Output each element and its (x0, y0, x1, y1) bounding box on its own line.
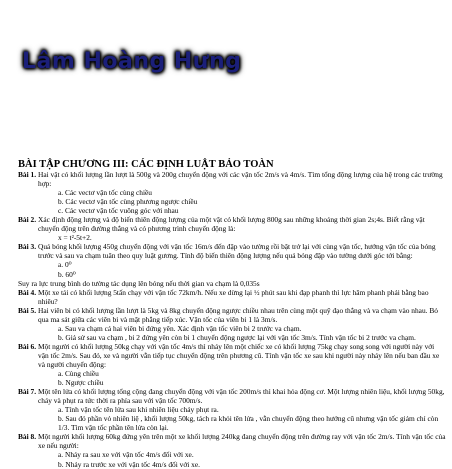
exercise-list (6, 170, 446, 469)
exercise-text: Một xe tải có khối lượng 5tấn chạy với vận tốc 72km/h. Nếu xe dừng lại ½ phút sau khi đạp phanh thì lực hãm phanh phải bằng bao nhiêu? (38, 287, 429, 306)
exercise-label: Bài 2. (18, 215, 37, 225)
exercise-subitem: a. Tính vận tốc tên lửa sau khi nhiên liệu cháy phụt ra. (58, 405, 219, 415)
author-banner (22, 40, 292, 82)
exercise-3 (6, 242, 446, 278)
exercise-subitem: b. Sau đó phần vỏ nhiên liệ , khối lượng 50kg, tách ra khỏi tên lửa , vẫn chuyển động theo hướng cũ nhưng vận tốc giảm chỉ còn 1/3. Tìm vận tốc phần tên lửa còn lại. (58, 414, 439, 433)
exercise-text: Một người khối lượng 60kg đứng yên trên một xe khối lượng 240kg đang chuyển động trên đường ray với vận tốc 2m/s. Tính vận tốc của xe nếu người: (38, 432, 446, 451)
exercise-label: Bài 4. (18, 287, 37, 297)
exercise-6 (6, 306, 446, 342)
exercise-text: Hai viên bi có khối lượng lần lượt là 5kg và 8kg chuyển động ngược chiều nhau trên cùng một quỹ đạo thẳng và va chạm vào nhau. Bỏ qua ma sát giữa các viên bi và mặt phẳng tiếp xúc. Vận tốc của viên bi 1 là 3m/s. (38, 305, 438, 324)
exercise-subitem: a. Nhảy ra sau xe với vận tốc 4m/s đối với xe. (58, 450, 194, 460)
exercise-subitem: x = t²-5t+2. (58, 233, 92, 243)
exercise-subitem: b. Nhảy ra trước xe với vận tốc 4m/s đối với xe. (58, 459, 200, 469)
exercise-label: Bài 5. (18, 305, 37, 315)
exercise-label: Bài 8. (18, 432, 37, 442)
chapter-title: BÀI TẬP CHƯƠNG III: CÁC ĐỊNH LUẬT BẢO TOÀN (18, 159, 274, 170)
exercise-text: Hai vật có khối lượng lần lượt là 500g và 200g chuyển động với các vận tốc 2m/s và 4m/s. Tìm tổng động lượng của hệ trong các trường hợp: (38, 170, 443, 189)
exercise-note: Suy ra lực trung bình do tường tác dụng lên bóng nếu thời gian va chạm là 0,035s (18, 278, 260, 288)
exercise-text: Xác định động lượng và độ biến thiên động lượng của một vật có khối lượng 800g sau những khoảng thời gian 2s;4s. Biết rằng vật chuyển động trên đường thẳng và có phương trình chuyển động là: (38, 215, 425, 234)
exercise-5 (6, 288, 446, 306)
exercise-1 (6, 170, 446, 215)
exercise-label: Bài 6. (18, 341, 37, 351)
exercise-subitem: a. 0⁰ (58, 260, 72, 270)
exercise-9 (6, 432, 446, 468)
exercise-7 (6, 342, 446, 387)
exercise-2 (6, 215, 446, 242)
exercise-8 (6, 387, 446, 432)
exercise-text: Quả bóng khối lượng 450g chuyển động với vận tốc 16m/s đến đập vào tường rồi bật trở lại với cùng vận tốc, hướng vận tốc của bóng trước và sau va chạm tuân theo quy luật gương. Tính độ biến thiên động lượng nếu quả bóng đập vào tường dưới góc tới bằng: (38, 242, 436, 261)
exercise-subitem: b. 60⁰ (58, 269, 76, 279)
exercise-text: Một người có khối lượng 50kg chạy với vận tốc 4m/s thì nhảy lên một chiếc xe có khối lượng 75kg chạy song song với người này với vận tốc 2m/s. Sau đó, xe và người vẫn tiếp tục chuyển động trên phương cũ. Tính vận tốc xe sau khi người này nhảy lên nếu ban đầu xe và người chuyển động: (38, 341, 440, 369)
exercise-label: Bài 7. (18, 387, 37, 397)
exercise-label: Bài 1. (18, 170, 37, 179)
exercise-label: Bài 3. (18, 242, 37, 252)
exercise-subitem: b. Ngược chiều (58, 378, 104, 388)
author-name: Lâm Hoàng Hưng (22, 48, 242, 74)
exercise-subitem: a. Các vectơ vận tốc cùng chiều (58, 188, 152, 198)
exercise-subitem: a. Sau va chạm cả hai viên bi đứng yên. Xác định vận tốc viên bi 2 trước va chạm. (58, 323, 302, 333)
exercise-subitem: a. Cùng chiều (58, 369, 99, 379)
exercise-subitem: b. Các vectơ vận tốc cùng phương ngược chiều (58, 197, 198, 207)
exercise-subitem: c. Các vectơ vận tốc vuông góc với nhau (58, 206, 179, 216)
exercise-text: Một tên lửa có khối lượng tổng cộng đang chuyển động với vận tốc 200m/s thì khai hỏa động cơ. Một lượng nhiên liệu, khối lượng 50kg, cháy và phụt ra tức thời ra phía sau với vận tốc 700m/s. (38, 387, 445, 406)
exercise-subitem: b. Giả sử sau va chạm , bi 2 đứng yên còn bi 1 chuyển động ngược lại với vận tốc 3m/s. Tính vận tốc bi 2 trước va chạm. (58, 332, 416, 342)
